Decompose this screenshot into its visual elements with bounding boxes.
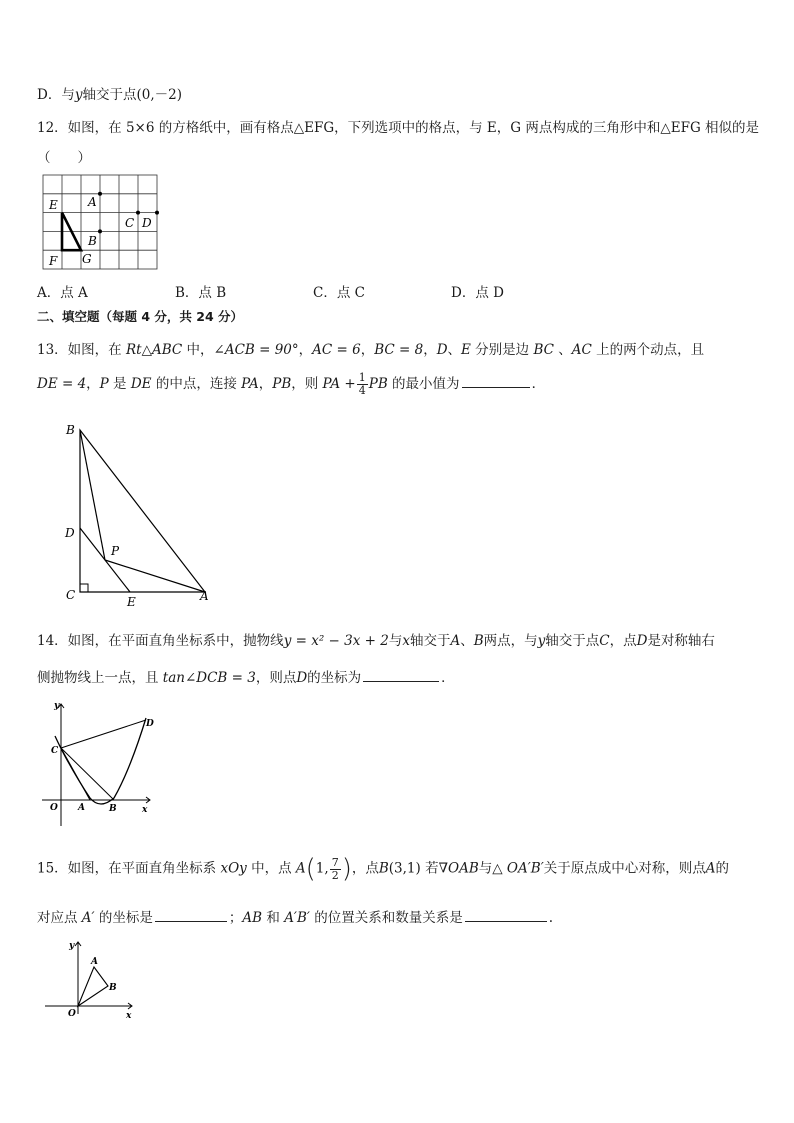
text: 的最小值为 — [387, 376, 460, 392]
segment-ca — [61, 748, 90, 800]
q12-grid-figure — [40, 172, 160, 272]
q12-option-d: D．点 D — [451, 285, 504, 301]
label-a: A — [88, 195, 97, 209]
text: 轴交于 — [409, 633, 451, 649]
math: A — [450, 633, 461, 649]
answer-blank[interactable] — [363, 680, 439, 682]
label-e: E — [127, 595, 136, 608]
text: ， — [86, 376, 100, 392]
math: D — [436, 342, 448, 358]
text: 的中点，连接 — [151, 376, 242, 392]
text: 中，点 — [246, 860, 296, 877]
q14-line2 — [37, 666, 455, 686]
answer-blank-1[interactable] — [155, 920, 227, 922]
text: 与 — [478, 860, 493, 877]
text: 15．如图，在平面直角坐标系 — [37, 860, 221, 877]
point-a-dot — [98, 192, 102, 196]
text: ． — [441, 670, 455, 686]
text: ， — [423, 342, 437, 358]
math: B — [473, 633, 484, 649]
triangle-abc — [80, 430, 205, 592]
text: ； — [228, 910, 243, 926]
point-c-dot — [136, 211, 140, 215]
section-heading: 二、填空题（每题 4 分，共 24 分） — [37, 309, 244, 324]
label-x: x — [126, 1011, 132, 1020]
text: 中， — [182, 342, 214, 358]
text: 、 — [554, 342, 572, 358]
q13-line1 — [37, 338, 704, 358]
math: y = x² − 3x + 2 — [283, 633, 389, 649]
math: P — [99, 376, 109, 392]
label-b: B — [109, 983, 117, 993]
math: A′ — [81, 910, 95, 926]
text: ，则点 — [255, 670, 297, 686]
answer-blank[interactable] — [462, 386, 530, 388]
q12-option-a: A．点 A — [37, 285, 88, 301]
label-d: D — [65, 526, 75, 540]
text: ， — [258, 376, 273, 392]
math: A — [295, 860, 306, 877]
q15-line2 — [37, 906, 553, 926]
text: 两点，与 — [483, 633, 538, 649]
label-y: y — [69, 941, 75, 951]
math: 1, — [315, 860, 329, 877]
text: ， — [360, 342, 375, 358]
point-d-dot — [155, 211, 159, 215]
math: C — [599, 633, 610, 649]
text: ，则 — [291, 376, 323, 392]
text: 是对称轴右 — [647, 633, 715, 649]
q15-coordinate-figure — [40, 936, 140, 1020]
text: 分别是边 — [470, 342, 534, 358]
var-y: y — [74, 87, 83, 103]
math: tan∠DCB = 3 — [162, 670, 256, 686]
math: Rt△ABC — [125, 342, 183, 358]
numerator: 1 — [358, 371, 366, 384]
label-p: P — [111, 544, 120, 558]
math: xOy — [220, 860, 247, 877]
q15-line1 — [37, 854, 729, 884]
fraction — [330, 857, 341, 882]
math: DE = 4 — [37, 376, 87, 392]
fraction — [357, 372, 368, 397]
q12-paren: （ ） — [37, 150, 91, 166]
math: AC — [571, 342, 592, 358]
q13-line2 — [37, 372, 545, 397]
text: 轴交于点 — [545, 633, 600, 649]
math: B — [378, 860, 389, 877]
label-y: y — [54, 701, 60, 711]
math: A — [705, 860, 716, 877]
answer-blank-2[interactable] — [465, 920, 547, 922]
label-a: A — [78, 803, 85, 813]
label-b: B — [66, 423, 75, 437]
math: △ OA′B′ — [492, 860, 544, 877]
text: 若 — [420, 860, 439, 877]
label-c: C — [51, 746, 59, 756]
q14-line1 — [37, 629, 715, 649]
triangle-oab — [78, 967, 108, 1006]
q12-option-c: C．点 C — [313, 285, 365, 301]
denominator: 2 — [331, 868, 339, 882]
label-o: O — [50, 803, 58, 813]
q12-stem: 12．如图，在 5×6 的方格纸中，画有格点△EFG，下列选项中的格点，与 E，G 两点构成的三角形中和△EFG 相似的是 — [37, 120, 760, 136]
math: A′B′ — [284, 910, 310, 926]
math: ∠ACB = 90° — [213, 342, 299, 358]
segment-pb — [80, 430, 105, 560]
label-b: B — [88, 234, 97, 248]
q11-option-d — [37, 83, 182, 103]
label-e: E — [49, 198, 58, 212]
text: 是 — [108, 376, 131, 392]
math: AB — [242, 910, 263, 926]
label-o: O — [68, 1009, 76, 1019]
text: 、 — [447, 342, 462, 358]
text: ，点 — [609, 633, 637, 649]
segment-cd — [61, 720, 146, 748]
math: (3,1) — [388, 860, 421, 877]
text: 与 — [388, 633, 403, 649]
text: 的位置关系和数量关系是 — [310, 910, 463, 926]
label-a: A — [200, 589, 209, 603]
text: 14．如图，在平面直角坐标系中，抛物线 — [37, 633, 284, 649]
text: 上的两个动点，且 — [591, 342, 705, 358]
label-d: D — [146, 719, 154, 729]
label-c: C — [125, 216, 135, 230]
label-x: x — [142, 805, 148, 815]
math: DE — [130, 376, 152, 392]
label-g: G — [82, 252, 92, 266]
math: PB — [272, 376, 292, 392]
math: y — [537, 633, 546, 649]
text: ， — [298, 342, 313, 358]
math: PB — [368, 376, 388, 392]
math: x — [402, 633, 410, 649]
option-text: 轴交于点 — [82, 87, 137, 103]
text: 13．如图，在 — [37, 342, 126, 358]
left-paren: ( — [305, 854, 316, 884]
math: E — [461, 342, 471, 358]
text: 和 — [262, 910, 285, 926]
text: ． — [531, 376, 546, 392]
text: 的坐标为 — [307, 670, 362, 686]
math: D — [296, 670, 308, 686]
text: 对应点 — [37, 910, 82, 926]
label-d: D — [142, 216, 152, 230]
label-c: C — [66, 588, 76, 602]
math: PA — [241, 376, 259, 392]
option-text: D．与 — [37, 87, 75, 103]
math: BC = 8 — [374, 342, 424, 358]
label-b: B — [109, 804, 117, 814]
label-a: A — [91, 957, 98, 967]
text: . — [548, 910, 554, 926]
math: PA + — [322, 376, 356, 392]
q12-option-b: B．点 B — [175, 285, 227, 301]
text: 侧抛物线上一点，且 — [37, 670, 163, 686]
math: ∇OAB — [438, 860, 479, 877]
text: 关于原点成中心对称，则点 — [543, 860, 706, 877]
math: AC = 6 — [312, 342, 361, 358]
math: D — [636, 633, 648, 649]
text: 的 — [715, 860, 730, 877]
right-paren: ) — [341, 854, 352, 884]
numerator: 7 — [331, 855, 339, 869]
text: 的坐标是 — [94, 910, 153, 926]
text: 、 — [460, 633, 474, 649]
label-f: F — [49, 254, 58, 268]
point-b-dot — [98, 229, 102, 233]
segment-pa — [105, 560, 205, 592]
math: BC — [533, 342, 554, 358]
text: ，点 — [351, 860, 379, 877]
right-angle-mark — [80, 584, 88, 592]
point-value: (0,－2) — [136, 87, 182, 103]
q14-parabola-figure — [38, 698, 168, 828]
segment-cb — [61, 748, 114, 800]
q13-triangle-figure — [60, 418, 220, 608]
grid-lines — [43, 175, 157, 269]
denominator: 4 — [358, 384, 366, 397]
